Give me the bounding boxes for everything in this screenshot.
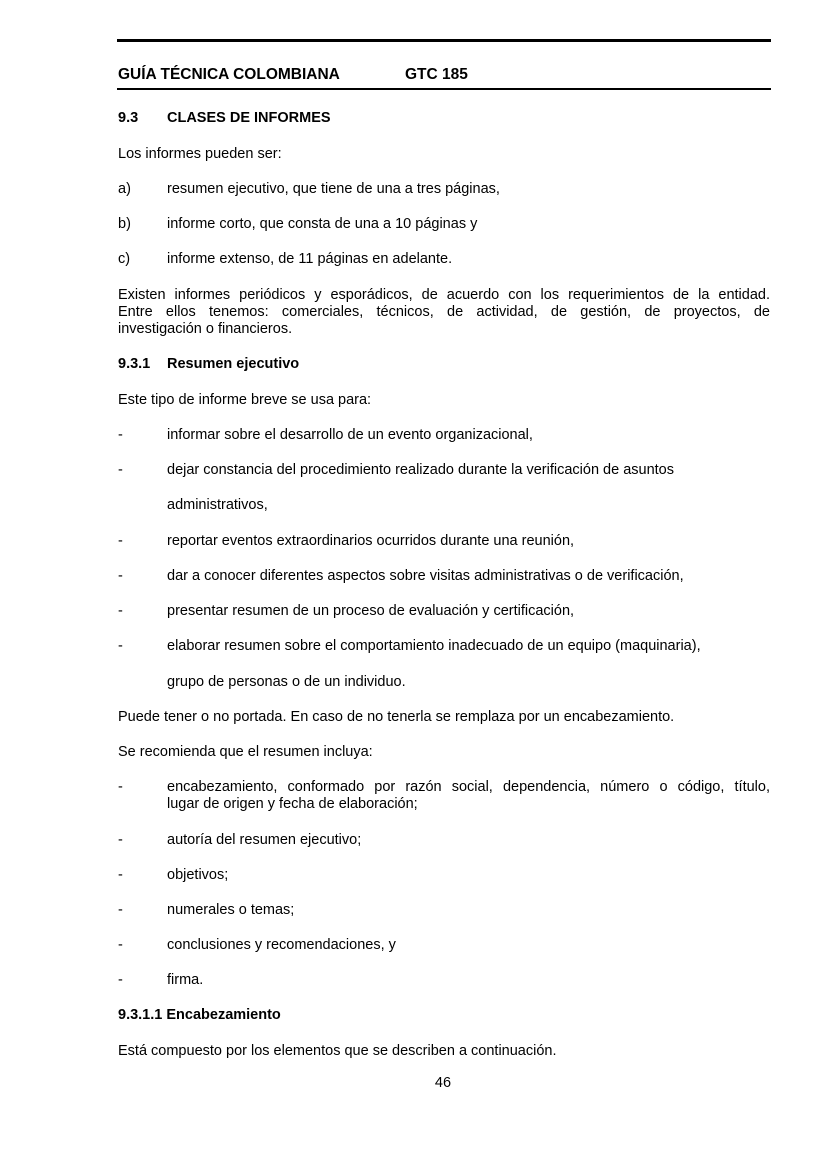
section-number: 9.3 <box>118 110 139 126</box>
bullet: - <box>118 638 123 654</box>
bullet: - <box>118 603 123 619</box>
list-marker: a) <box>118 181 131 197</box>
bullet: - <box>118 972 123 988</box>
list-item: informe corto, que consta de una a 10 páginas y <box>167 216 478 232</box>
header-code: GTC 185 <box>405 66 468 83</box>
subsubsection-title: 9.3.1.1 Encabezamiento <box>118 1007 281 1023</box>
list-item: informar sobre el desarrollo de un evento organizacional, <box>167 427 533 443</box>
list-item: numerales o temas; <box>167 902 295 918</box>
bullet: - <box>118 902 123 918</box>
header-bottom-rule <box>117 88 771 90</box>
list-item: encabezamiento, conformado por razón social, dependencia, número o código, título, <box>167 779 770 795</box>
bullet: - <box>118 937 123 953</box>
bullet: - <box>118 568 123 584</box>
subsection-title: Resumen ejecutivo <box>167 356 300 372</box>
list-item-continuation: lugar de origen y fecha de elaboración; <box>167 796 418 812</box>
header-top-rule <box>117 39 771 42</box>
list-item: dar a conocer diferentes aspectos sobre visitas administrativas o de verificación, <box>167 568 684 584</box>
list-item-continuation: grupo de personas o de un individuo. <box>167 674 406 690</box>
bullet: - <box>118 832 123 848</box>
list-item: presentar resumen de un proceso de evaluación y certificación, <box>167 603 575 619</box>
list-marker: b) <box>118 216 131 232</box>
bullet: - <box>118 427 123 443</box>
list-item: firma. <box>167 972 204 988</box>
header-org: GUÍA TÉCNICA COLOMBIANA <box>118 66 340 83</box>
subsubsection-text: Está compuesto por los elementos que se describen a continuación. <box>118 1043 557 1059</box>
list-item: autoría del resumen ejecutivo; <box>167 832 362 848</box>
intro-text: Los informes pueden ser: <box>118 146 282 162</box>
recommend-intro: Se recomienda que el resumen incluya: <box>118 744 373 760</box>
list-item: elaborar resumen sobre el comportamiento inadecuado de un equipo (maquinaria), <box>167 638 701 654</box>
cover-note: Puede tener o no portada. En caso de no tenerla se remplaza por un encabezamiento. <box>118 709 675 725</box>
bullet: - <box>118 533 123 549</box>
list-marker: c) <box>118 251 131 267</box>
paragraph-line: Entre ellos tenemos: comerciales, técnicos, de actividad, de gestión, de proyectos, de <box>118 304 770 320</box>
subsection-number: 9.3.1 <box>118 356 151 372</box>
list-item: resumen ejecutivo, que tiene de una a tres páginas, <box>167 181 500 197</box>
paragraph-line: investigación o financieros. <box>118 321 293 337</box>
section-title: CLASES DE INFORMES <box>167 110 331 126</box>
list-item-continuation: administrativos, <box>167 497 268 513</box>
list-item: conclusiones y recomendaciones, y <box>167 937 396 953</box>
page-number: 46 <box>434 1075 452 1091</box>
bullet: - <box>118 462 123 478</box>
list-item: informe extenso, de 11 páginas en adelante. <box>167 251 453 267</box>
bullet: - <box>118 867 123 883</box>
list-item: objetivos; <box>167 867 229 883</box>
list-item: reportar eventos extraordinarios ocurridos durante una reunión, <box>167 533 575 549</box>
uses-intro: Este tipo de informe breve se usa para: <box>118 392 372 408</box>
list-item: dejar constancia del procedimiento realizado durante la verificación de asuntos <box>167 462 674 478</box>
bullet: - <box>118 779 123 795</box>
paragraph-line: Existen informes periódicos y esporádicos, de acuerdo con los requerimientos de la entidad. <box>118 287 770 303</box>
